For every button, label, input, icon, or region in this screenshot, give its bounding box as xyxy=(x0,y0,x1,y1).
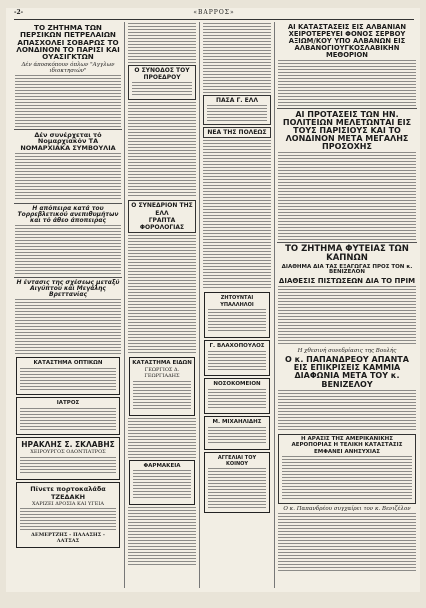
article-text xyxy=(203,140,271,290)
ad-classified-4: Μ. ΜΙΧΑΗΛΙΔΗΣ xyxy=(204,416,270,450)
article-text xyxy=(278,152,416,240)
notice-box: Ο ΣΥΝΟΔΟΣ ΤΟΥ ΠΡΟΕΔΡΟΥ xyxy=(128,65,196,100)
column-2 xyxy=(127,22,197,588)
masthead xyxy=(14,9,414,20)
article-text xyxy=(128,235,196,355)
headline-persian-oil: ΤΟ ΖΗΤΗΜΑ ΤΩΝ ΠΕΡΣΙΚΩΝ ΠΕΤΡΕΛΑΙΩΝ ΑΠΑΣΧΟΛΕΙ ΣΟΒΑΡΩΣ ΤΟ ΛΟΝΔΙΝΟΝ ΤΟ ΠΑΡΙΣΙ ΚΑΙ ΟΥΑΣΙΓΚΤΩΝ xyxy=(16,23,120,62)
ad-doctor: ΙΑΤΡΟΣ xyxy=(16,397,120,435)
caption-parliament: Η χθεσινή συνεδρίασις της Βουλής xyxy=(297,348,397,355)
article-text xyxy=(278,513,416,573)
ad-optician: ΚΑΤΑΣΤΗΜΑ ΟΠΤΙΚΩΝ xyxy=(16,357,120,395)
article-text xyxy=(15,75,121,127)
subhead-persian-oil: Δέν άποσκόπουν όπλων "Αγγλων ιδιοκτησιών" xyxy=(21,61,115,74)
column-divider xyxy=(274,22,275,588)
aviation-box xyxy=(278,434,416,505)
headline-congratulations: Ο κ. Παπανδρέου συγχαίρει τον κ. Βενιζέλον xyxy=(283,506,411,513)
ad-store: ΚΑΤΑΣΤΗΜΑ ΕΙΔΩΝ ΓΕΩΡΓΙΟΣ Δ. ΓΕΩΡΓΙΑΔΗΣ xyxy=(129,357,195,415)
headline-aviation: Η ΑΡΑΣΙΣ ΤΗΣ ΑΜΕΡΙΚΑΝΙΚΗΣ ΑΕΡΟΠΟΡΙΑΣ Η ΤΕΛΙΚΗ ΚΑΤΑΣΤΑΣΙΣ ΕΜΦΑΝΕΙ ΑΝΗΣΥΧΙΑΣ xyxy=(291,435,403,455)
article-text xyxy=(128,102,196,198)
article-text xyxy=(128,23,196,63)
article-text xyxy=(15,299,121,355)
headline-prefecture-councils: Δέν συνέρχεται τό Νομαρχιακόν ΤΑ ΝΟΜΑΡΧΙΑΚΑ ΣΥΜΒΟΥΛΙΑ xyxy=(20,130,116,152)
column-3 xyxy=(202,22,272,588)
column-divider xyxy=(199,22,200,588)
article-text xyxy=(278,286,416,346)
article-text xyxy=(15,225,121,275)
headline-albania: ΑΙ ΚΑΤΑΣΤΑΣΕΙΣ ΕΙΣ ΑΛΒΑΝΙΑΝ ΧΕΙΡΟΤΕΡΕΥΕΙ ΦΟΝΟΣ ΣΕΡΒΟΥ ΑΞΙΩΜ/ΚΟΥ ΥΠΟ ΑΛΒΑΝΩΝ ΕΙΣ ΑΛΒΑΝΟΓΙΟΥΓΚΟΣΛΑΒΙΚΗΝ ΜΕΘΟΡΙΟΝ xyxy=(287,23,407,59)
article-text xyxy=(15,153,121,201)
city-news-rubric: ΝΕΑ ΤΗΣ ΠΟΛΕΩΣ xyxy=(203,127,271,138)
notice-box-2: Ο ΣΥΝΕΔΡΙΟΝ ΤΗΣ ΕΛΛ ΓΡΑΠΤΑ ΦΟΡΟΛΟΓΙΑΣ xyxy=(128,200,196,233)
column-divider xyxy=(124,22,125,588)
headline-papandreou: Ο κ. ΠΑΠΑΝΔΡΕΟΥ ΑΠΑΝΤΑ ΕΙΣ ΕΠΙΚΡΙΣΕΙΣ ΚΑΜΜΙΑ ΔΙΑΦΩΝΙΑ ΜΕΤΑ ΤΟΥ κ. ΒΕΝΙΖΕΛΟΥ xyxy=(285,355,409,389)
ad-dentist xyxy=(16,437,120,480)
ad-dentist-title: ΧΕΙΡΟΥΡΓΟΣ ΟΔΟΝΤΙΑΤΡΟΣ xyxy=(30,449,106,456)
article-text xyxy=(278,390,416,432)
weather-box: ΠΑΣΑ Γ. ΕΛΛ xyxy=(203,95,271,125)
headline-us-proposals: ΑΙ ΠΡΟΤΑΣΕΙΣ ΤΩΝ ΗΝ. ΠΟΛΙΤΕΙΩΝ ΜΕΛΕΤΩΝΤΑΙ ΕΙΣ ΤΟΥΣ ΠΑΡΙΣΙΟΥΣ ΚΑΙ ΤΟ ΛΟΝΔΙΝΟΝ ΜΕΤΑ ΜΕΓΑΛΗΣ ΠΡΟΣΟΧΗΣ xyxy=(282,109,412,152)
newspaper-name: «ΒΑΡΡΟΣ» xyxy=(193,9,235,16)
article-text xyxy=(128,507,196,567)
ad-classified-3: ΝΟΣΟΚΟΜΕΙΟΝ xyxy=(204,378,270,414)
ad-pharmacy: ΦΑΡΜΑΚΕΙΑ xyxy=(129,460,195,506)
ad-classified-2: Γ. ΒΛΑΧΟΠΟΥΛΟΣ xyxy=(204,340,270,376)
headline-tobacco: ΤΟ ΖΗΤΗΜΑ ΦΥΤΕΙΑΣ ΤΩΝ ΚΑΠΝΩΝ xyxy=(285,244,409,264)
page-number: -2- xyxy=(14,9,24,16)
headline-egypt-britain: Η έντασις της σχέσεως μεταξύ Αιγύπτου και Μεγάλης Βρεττανίας xyxy=(16,278,120,299)
column-4 xyxy=(277,22,417,588)
newspaper-page xyxy=(6,8,420,592)
article-text xyxy=(278,60,416,106)
article-text xyxy=(203,23,271,93)
subhead-tobacco-credits: ΔΙΑΘΕΣΙΣ ΠΙΣΤΩΣΕΩΝ ΔΙΑ ΤΟ ΠΡΙΜ xyxy=(278,276,416,285)
ad-classified-1: ΖΗΤΟΥΝΤΑΙ ΥΠΑΛΛΗΛΟΙ xyxy=(204,292,270,338)
subhead-tobacco-exports: ΔΙΑΘΗΜΑ ΔΙΑ ΤΑΣ ΕΞΑΓΩΓΑΣ ΠΡΟΣ ΤΟΝ κ. ΒΕΝΙΖΕΛΟΝ xyxy=(281,263,413,276)
column-1 xyxy=(14,22,122,588)
ad-orangeade: Πίνετε πορτοκαλάδα ΤΖΕΔΑΚΗ ΧΑΡΙΖΕΙ ΔΡΟΣΙΑ ΚΑΙ ΥΓΕΙΑ ΔΕΜΕΡΤΖΗΣ - ΠΑΛΑΣΗΣ - ΛΑΤΣΑΣ xyxy=(16,482,120,548)
article-text xyxy=(128,418,196,458)
ad-classified-5: ΑΓΓΕΛΙΑΙ ΤΟΥ ΚΟΙΝΟΥ xyxy=(204,452,270,514)
ad-dentist-name: ΗΡΑΚΛΗΣ Σ. ΣΚΛΑΒΗΣ xyxy=(21,440,115,449)
headline-assassination-attempt: Η απόπειρα κατά του Τορρεβλετικού ανεπιθυμήτων και τό άθεο άποπειρας xyxy=(17,204,119,224)
